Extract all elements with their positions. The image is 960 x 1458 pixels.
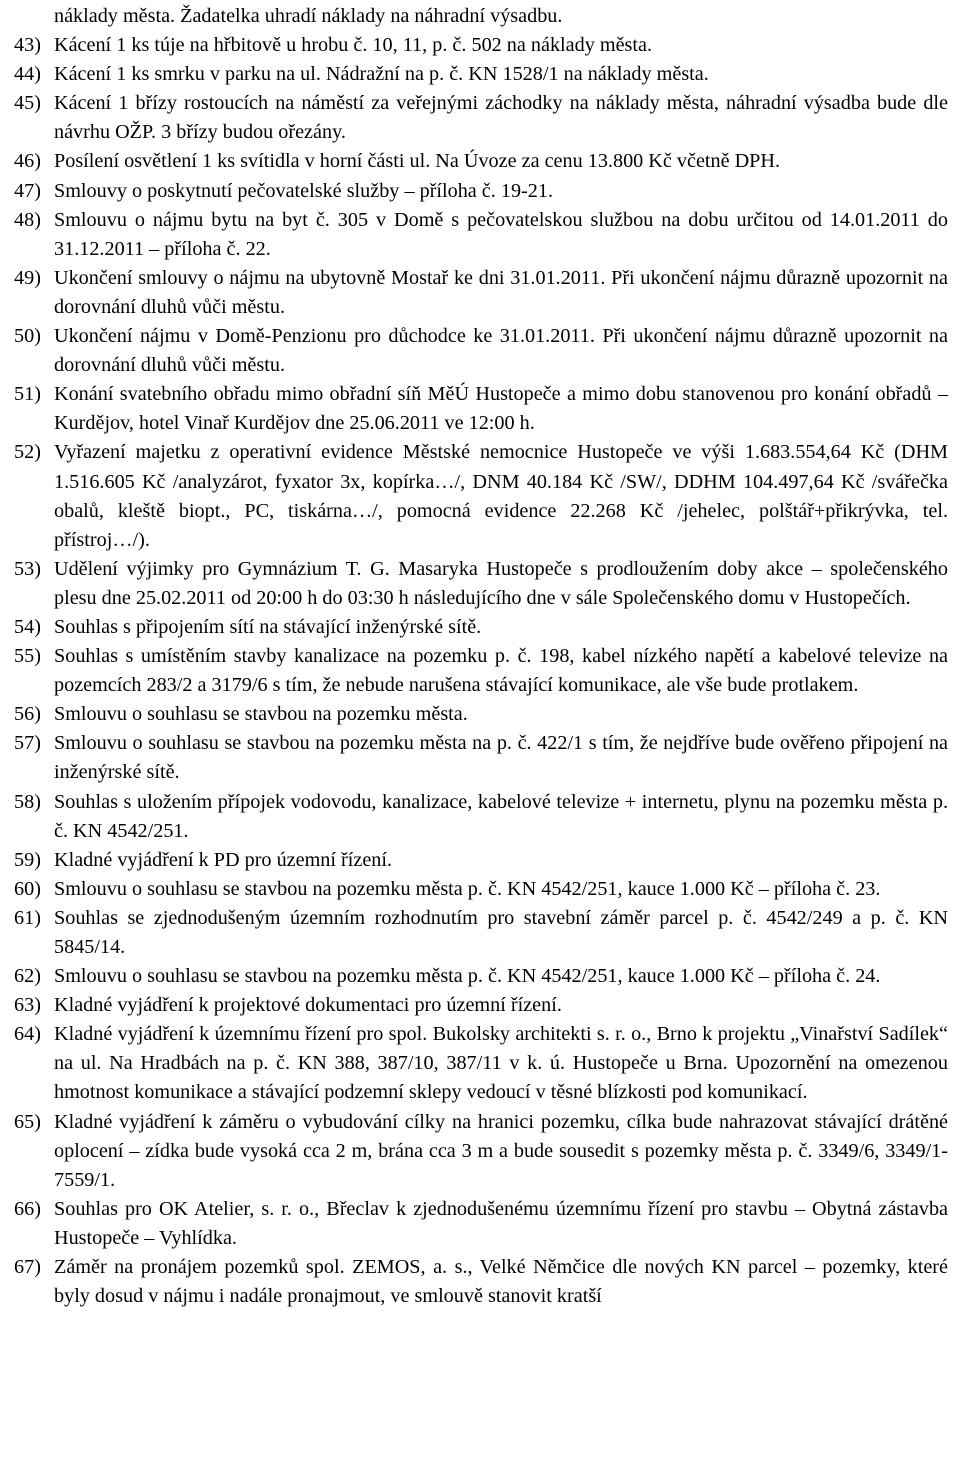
resolution-list — [12, 31, 948, 1311]
item-number: 44) — [14, 63, 41, 86]
item-number: 47) — [14, 179, 41, 202]
item-number: 49) — [14, 266, 41, 289]
item-number: 59) — [14, 848, 41, 871]
item-number: 60) — [14, 877, 41, 900]
item-number: 53) — [14, 557, 41, 580]
item-text: Souhlas s uložením přípojek vodovodu, kanalizace, kabelové televize + internetu, plynu na pozemku města p. č. KN 4542/251. — [54, 790, 948, 842]
item-text: Kladné vyjádření k projektové dokumentaci pro územní řízení. — [54, 994, 562, 1017]
item-text: Souhlas pro OK Atelier, s. r. o., Břeclav k zjednodušenému územnímu řízení pro stavbu – Obytná zástavba Hustopeče – Vyhlídka. — [54, 1197, 948, 1249]
item-number: 45) — [14, 92, 41, 115]
resolution-item — [12, 177, 948, 206]
resolution-item — [12, 1253, 948, 1311]
resolution-item — [12, 206, 948, 264]
item-number: 52) — [14, 441, 41, 464]
item-number: 50) — [14, 325, 41, 348]
item-text: Smlouvu o souhlasu se stavbou na pozemku města p. č. KN 4542/251, kauce 1.000 Kč – příloha č. 24. — [54, 965, 881, 988]
item-text: Kladné vyjádření k PD pro územní řízení. — [54, 848, 393, 871]
resolution-item — [12, 1108, 948, 1195]
resolution-item — [12, 962, 948, 991]
resolution-item — [12, 264, 948, 322]
item-number: 57) — [14, 732, 41, 755]
item-text: Posílení osvětlení 1 ks svítidla v horní části ul. Na Úvoze za cenu 13.800 Kč včetně DPH. — [54, 150, 781, 173]
item-text: Smlouvy o poskytnutí pečovatelské služby – příloha č. 19-21. — [54, 179, 554, 202]
item-number: 61) — [14, 906, 41, 929]
resolution-item — [12, 642, 948, 700]
item-text: Souhlas s připojením sítí na stávající inženýrské sítě. — [54, 615, 482, 638]
item-text: Konání svatebního obřadu mimo obřadní síň MěÚ Hustopeče a mimo dobu stanovenou pro konání obřadů – Kurdějov, hotel Vinař Kurdějov dne 25.06.2011 ve 12:00 h. — [54, 383, 948, 435]
item-number: 66) — [14, 1197, 41, 1220]
item-text: Smlouvu o nájmu bytu na byt č. 305 v Domě s pečovatelskou službou na dobu určitou od 14.01.2011 do 31.12.2011 – příloha č. 22. — [54, 208, 948, 260]
resolution-item — [12, 1020, 948, 1107]
resolution-item — [12, 322, 948, 380]
item-number: 48) — [14, 208, 41, 231]
item-text: Smlouvu o souhlasu se stavbou na pozemku města p. č. KN 4542/251, kauce 1.000 Kč – příloha č. 23. — [54, 877, 881, 900]
resolution-item — [12, 875, 948, 904]
item-text: Ukončení smlouvy o nájmu na ubytovně Mostař ke dni 31.01.2011. Při ukončení nájmu důrazně upozornit na dorovnání dluhů vůči městu. — [54, 266, 948, 318]
item-number: 54) — [14, 615, 41, 638]
item-text: Kácení 1 ks túje na hřbitově u hrobu č. 10, 11, p. č. 502 na náklady města. — [54, 34, 652, 57]
item-number: 67) — [14, 1256, 41, 1279]
item-text: Kladné vyjádření k záměru o vybudování cílky na hranici pozemku, cílka bude nahrazovat stávající drátěné oplocení – zídka bude vysoká cca 2 m, brána cca 3 m a bude sousedit s pozemky města p. č. 3349/6, 3349/1-7559/1. — [54, 1110, 948, 1191]
resolution-item — [12, 729, 948, 787]
item-number: 56) — [14, 703, 41, 726]
resolution-item — [12, 700, 948, 729]
item-number: 64) — [14, 1023, 41, 1046]
item-number: 58) — [14, 790, 41, 813]
item-text: Udělení výjimky pro Gymnázium T. G. Masaryka Hustopeče s prodloužením doby akce – společenského plesu dne 25.02.2011 od 20:00 h do 03:30 h následujícího dne v sále Společenského domu v Hustopečích. — [54, 557, 948, 609]
resolution-item — [12, 1195, 948, 1253]
resolution-item — [12, 89, 948, 147]
intro-paragraph: náklady města. Žadatelka uhradí náklady na náhradní výsadbu. — [54, 5, 563, 27]
resolution-item — [12, 147, 948, 176]
resolution-item — [12, 438, 948, 554]
resolution-item — [12, 991, 948, 1020]
resolution-item — [12, 846, 948, 875]
resolution-item — [12, 555, 948, 613]
item-number: 65) — [14, 1110, 41, 1133]
item-text: Vyřazení majetku z operativní evidence Městské nemocnice Hustopeče ve výši 1.683.554,64 Kč (DHM 1.516.605 Kč /analyzárot, fyxator 3x, kopírka…/, DNM 40.184 Kč /SW/, DDHM 104.497,64 Kč /svářečka obalů, kleště biopt., PC, tiskárna…/, pomocná evidence 22.268 Kč /jehelec, polštář+přikrývka, tel. přístroj…/). — [54, 441, 948, 551]
resolution-item — [12, 788, 948, 846]
resolution-item — [12, 380, 948, 438]
resolution-item — [12, 60, 948, 89]
item-text: Kácení 1 břízy rostoucích na náměstí za veřejnými záchodky na náklady města, náhradní výsadba bude dle návrhu OŽP. 3 břízy budou ořezány. — [54, 92, 948, 144]
item-text: Souhlas s umístěním stavby kanalizace na pozemku p. č. 198, kabel nízkého napětí a kabelové televize na pozemcích 283/2 a 3179/6 s tím, že nebude narušena stávající komunikace, ale vše bude protlakem. — [54, 645, 948, 697]
resolution-item — [12, 904, 948, 962]
item-number: 43) — [14, 34, 41, 57]
item-text: Smlouvu o souhlasu se stavbou na pozemku města. — [54, 703, 468, 726]
item-number: 62) — [14, 965, 41, 988]
resolution-item — [12, 31, 948, 60]
resolution-item — [12, 613, 948, 642]
item-number: 46) — [14, 150, 41, 173]
item-text: Kladné vyjádření k územnímu řízení pro spol. Bukolsky architekti s. r. o., Brno k projektu „Vinařství Sadílek“ na ul. Na Hradbách na p. č. KN 388, 387/10, 387/11 v k. ú. Hustopeče u Brna. Upozornění na omezenou hmotnost komunikace a stávající podzemní sklepy vedoucí v těsné blízkosti pod komunikací. — [54, 1023, 948, 1104]
item-text: Souhlas se zjednodušeným územním rozhodnutím pro stavební záměr parcel p. č. 4542/249 a p. č. KN 5845/14. — [54, 906, 948, 958]
item-text: Ukončení nájmu v Domě-Penzionu pro důchodce ke 31.01.2011. Při ukončení nájmu důrazně upozornit na dorovnání dluhů vůči městu. — [54, 325, 948, 377]
item-text: Záměr na pronájem pozemků spol. ZEMOS, a. s., Velké Němčice dle nových KN parcel – pozemky, které byly dosud v nájmu i nadále pronajmout, ve smlouvě stanovit kratší — [54, 1256, 948, 1308]
document-page — [0, 2, 960, 1458]
item-number: 55) — [14, 645, 41, 668]
item-text: Kácení 1 ks smrku v parku na ul. Nádražní na p. č. KN 1528/1 na náklady města. — [54, 63, 709, 86]
item-number: 51) — [14, 383, 41, 406]
item-number: 63) — [14, 994, 41, 1017]
item-text: Smlouvu o souhlasu se stavbou na pozemku města na p. č. 422/1 s tím, že nejdříve bude ověřeno připojení na inženýrské sítě. — [54, 732, 948, 784]
